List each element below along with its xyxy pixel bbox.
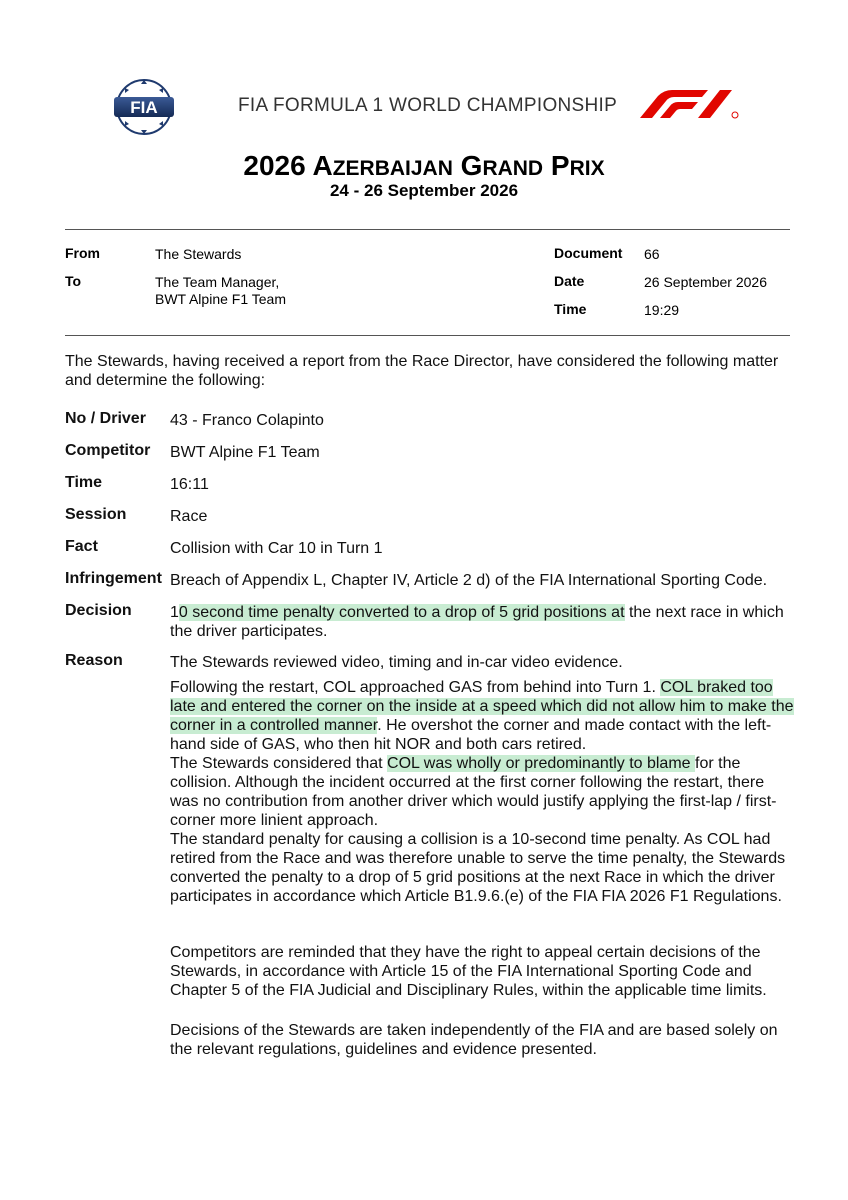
reason-highlight-2: COL was wholly or predominantly to blame xyxy=(387,755,695,772)
driver-label: No / Driver xyxy=(65,410,146,427)
independence-notice: Decisions of the Stewards are taken independently of the FIA and are based solely on the relevant regulations, guidelines and evidence presented. xyxy=(170,1022,778,1058)
fact-value: Collision with Car 10 in Turn 1 xyxy=(170,540,383,557)
document-label: Document xyxy=(554,245,623,261)
infringement-value: Breach of Appendix L, Chapter IV, Article 2 d) of the FIA International Sporting Code. xyxy=(170,572,768,589)
appeal-notice: Competitors are reminded that they have the right to appeal certain decisions of the Stewards, in accordance with Article 15 of the FIA International Sporting Code and Chapter 5 of the FIA Judicial and Disciplinary Rules, within the applicable time limits. xyxy=(170,944,767,999)
to-value: The Team Manager, BWT Alpine F1 Team xyxy=(155,274,286,307)
to-label: To xyxy=(65,273,82,289)
time-label: Time xyxy=(554,301,587,317)
fia-logo-icon xyxy=(106,78,182,136)
incident-time-value: 16:11 xyxy=(170,476,209,493)
session-label: Session xyxy=(65,506,127,523)
time-value: 19:29 xyxy=(644,302,680,318)
reason-label: Reason xyxy=(65,652,123,669)
session-value: Race xyxy=(170,508,208,525)
top-divider xyxy=(65,229,790,230)
reason-paragraph-4: The standard penalty for causing a collision is a 10-second time penalty. As COL had retired from the Race and was therefore unable to serve the time penalty, the Stewards converted the penalty to a drop of 5 grid positions at the next Race in which the driver participates in accordance which Article B1.9.6.(e) of the FIA FIA 2026 F1 Regulations. xyxy=(170,831,786,905)
decision-value: 10 second time penalty converted to a drop of 5 grid positions at the next race in which the driver participates. xyxy=(170,604,784,640)
reason-paragraph-2: Following the restart, COL approached GAS from behind into Turn 1. COL braked too late and entered the corner on the inside at a speed which did not allow him to make the corner in a controlled manner. He overshot the corner and made contact with the left-hand side of GAS, who then hit NOR and both cars retired. xyxy=(170,679,794,753)
date-value: 26 September 2026 xyxy=(644,274,767,290)
f1-logo-icon xyxy=(636,88,740,120)
incident-time-label: Time xyxy=(65,474,103,491)
decision-highlight: 0 second time penalty converted to a drop of 5 grid positions at xyxy=(178,604,625,621)
intro-text: The Stewards, having received a report from the Race Director, have considered the following matter and determine the following: xyxy=(65,353,779,389)
document-value: 66 xyxy=(644,246,660,262)
date-label: Date xyxy=(554,273,585,289)
grand-prix-dates: 24 - 26 September 2026 xyxy=(329,181,519,200)
competitor-value: BWT Alpine F1 Team xyxy=(170,444,320,461)
decision-label: Decision xyxy=(65,602,132,619)
svg-text:FIA: FIA xyxy=(130,98,158,117)
infringement-label: Infringement xyxy=(65,570,162,587)
reason-paragraph-1: The Stewards reviewed video, timing and in-car video evidence. xyxy=(170,654,623,671)
from-value: The Stewards xyxy=(155,246,242,262)
driver-value: 43 - Franco Colapinto xyxy=(170,412,324,429)
from-label: From xyxy=(65,245,100,261)
reason-highlight-1: COL braked too late and entered the corner on the inside at a speed which did not allow him to make the corner in a controlled manner xyxy=(170,679,794,734)
fact-label: Fact xyxy=(65,538,98,555)
competitor-label: Competitor xyxy=(65,442,151,459)
championship-title: FIA FORMULA 1 WORLD CHAMPIONSHIP xyxy=(238,95,618,116)
grand-prix-title: 2026 AZERBAIJAN GRAND PRIX xyxy=(243,150,605,181)
reason-paragraph-3: The Stewards considered that COL was wholly or predominantly to blame for the collision. Although the incident occurred at the first corner following the restart, there was no contribution from another driver which would justify applying the first-lap / first-corner more linient approach. xyxy=(170,755,777,829)
bottom-divider xyxy=(65,335,790,336)
